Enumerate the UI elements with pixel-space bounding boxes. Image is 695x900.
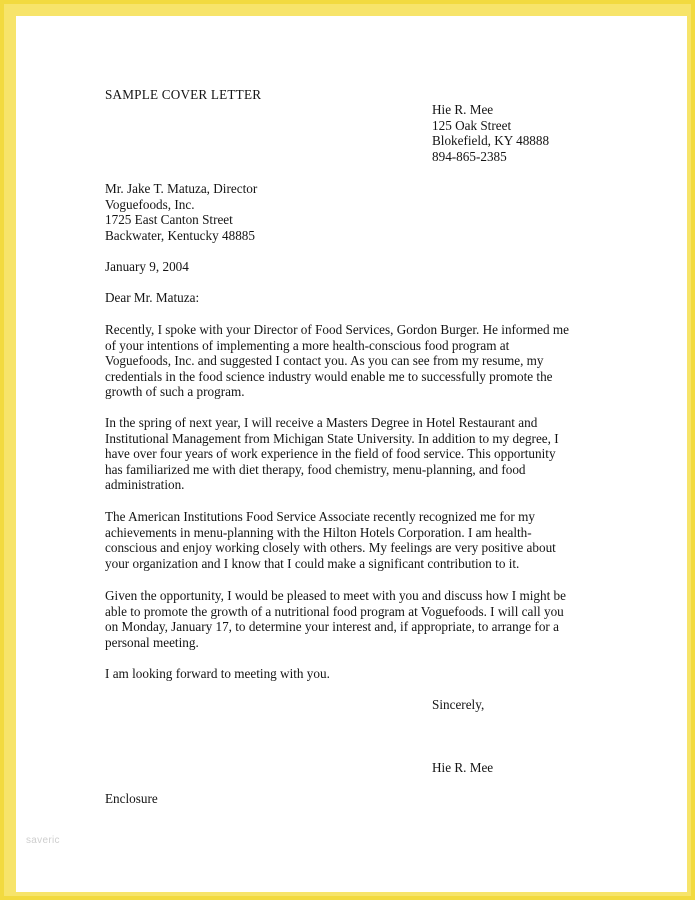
paragraph-line: growth of such a program. (105, 384, 245, 400)
paragraph-line: Institutional Management from Michigan State University. In addition to my degree, I (105, 430, 559, 446)
paragraph-line: of your intentions of implementing a more health-conscious food program at (105, 337, 510, 353)
paragraph-line: Recently, I spoke with your Director of Food Services, Gordon Burger. He informed me (105, 322, 570, 337)
paragraph-line: on Monday, January 17, to determine your interest and, if appropriate, to arrange for a (105, 619, 559, 635)
body-paragraph-2 (105, 415, 605, 493)
body-paragraph-1 (105, 322, 605, 400)
paragraph-line: Given the opportunity, I would be pleased to meet with you and discuss how I might be (105, 588, 566, 603)
sender-phone: 894-865-2385 (432, 148, 507, 164)
letter-heading: SAMPLE COVER LETTER (105, 87, 262, 102)
paragraph-line: your organization and I know that I could make a significant contribution to it. (105, 555, 520, 571)
paragraph-line: have over four years of work experience in the field of food service. This opportunity (105, 446, 556, 462)
sender-city-state-zip: Blokefield, KY 48888 (432, 133, 550, 149)
paragraph-line: I am looking forward to meeting with you. (105, 666, 330, 681)
watermark: saveric (26, 835, 60, 846)
paragraph-line: Voguefoods, Inc. and suggested I contact you. As you can see from my resume, my (105, 353, 544, 369)
closing: Sincerely, (432, 697, 485, 712)
sender-name: Hie R. Mee (432, 102, 494, 117)
letter-page (16, 16, 687, 892)
signature-name: Hie R. Mee (432, 760, 494, 775)
recipient-address-block (105, 181, 257, 243)
salutation: Dear Mr. Matuza: (105, 290, 200, 305)
paragraph-line: has familiarized me with diet therapy, food chemistry, menu-planning, and food (105, 461, 526, 477)
paragraph-line: The American Institutions Food Service Associate recently recognized me for my (105, 509, 535, 524)
body-paragraph-4 (105, 588, 605, 650)
body-paragraph-3 (105, 509, 605, 571)
sender-address-block (432, 102, 549, 164)
paragraph-line: conscious and enjoy working closely with others. My feelings are very positive about (105, 540, 556, 556)
paragraph-line: able to promote the growth of a nutritional food program at Voguefoods. I will call you (105, 603, 564, 619)
recipient-name-title: Mr. Jake T. Matuza, Director (105, 181, 258, 196)
paragraph-line: personal meeting. (105, 634, 199, 650)
recipient-street: 1725 East Canton Street (105, 212, 233, 228)
paragraph-line: credentials in the food science industry would enable me to successfully promote the (105, 368, 553, 384)
paragraph-line: In the spring of next year, I will receive a Masters Degree in Hotel Restaurant and (105, 415, 538, 430)
sender-street: 125 Oak Street (432, 117, 512, 133)
enclosure-note: Enclosure (105, 791, 158, 806)
paragraph-line: achievements in menu-planning with the Hilton Hotels Corporation. I am health- (105, 524, 532, 540)
body-paragraph-5 (105, 666, 605, 682)
cover-letter (16, 16, 687, 892)
yellow-frame (4, 4, 691, 896)
recipient-city-state-zip: Backwater, Kentucky 48885 (105, 227, 255, 243)
recipient-company: Voguefoods, Inc. (105, 196, 195, 212)
paragraph-line: administration. (105, 477, 185, 493)
letter-date: January 9, 2004 (105, 259, 189, 274)
